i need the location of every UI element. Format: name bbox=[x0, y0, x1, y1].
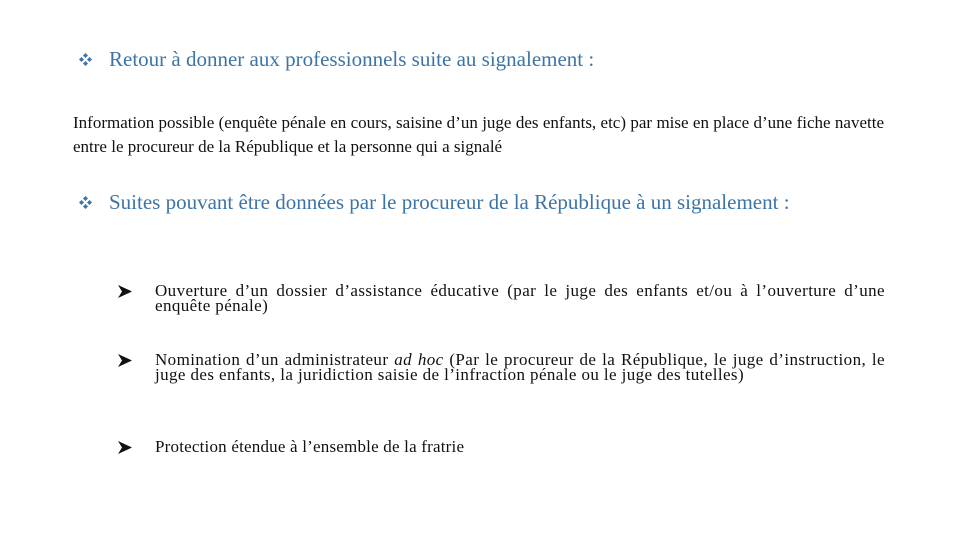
list-item-text-end: (Par le procureur de la République, le juge d’instruction, le juge des enfants, la juridiction saisie de l’infraction pénale ou le juge des tutelles) bbox=[155, 350, 885, 384]
italic-term: ad hoc bbox=[394, 350, 444, 369]
section-heading-retour bbox=[76, 45, 876, 74]
section-heading-suites bbox=[76, 188, 816, 217]
list-item bbox=[118, 352, 885, 382]
heading-bullet bbox=[76, 45, 109, 74]
list-bullet bbox=[118, 439, 155, 454]
info-paragraph: Information possible (enquête pénale en cours, saisine d’un juge des enfants, etc) par mise en place d’une fiche navette entre le procureur de la République et la personne qui a signalé bbox=[73, 113, 884, 156]
list-item-text: Protection étendue à l’ensemble de la fratrie bbox=[155, 437, 465, 456]
list-item-text-start: Nomination d’un administrateur bbox=[155, 350, 395, 369]
list-item-text bbox=[155, 352, 885, 382]
list-bullet bbox=[118, 283, 155, 298]
heading-text: Suites pouvant être données par le procureur de la République à un signalement : bbox=[109, 190, 790, 214]
four-diamond-icon bbox=[79, 196, 92, 209]
list-bullet bbox=[118, 352, 155, 367]
list-item-text: Ouverture d’un dossier d’assistance éducative (par le juge des enfants et/ou à l’ouverture d’une enquête pénale) bbox=[155, 281, 885, 315]
arrowhead-icon bbox=[118, 441, 132, 454]
arrowhead-icon bbox=[118, 285, 132, 298]
heading-bullet bbox=[76, 188, 109, 217]
four-diamond-icon bbox=[79, 53, 92, 66]
list-item bbox=[118, 439, 885, 454]
heading-text: Retour à donner aux professionnels suite au signalement : bbox=[109, 47, 595, 71]
list-item bbox=[118, 283, 885, 313]
arrowhead-icon bbox=[118, 354, 132, 367]
